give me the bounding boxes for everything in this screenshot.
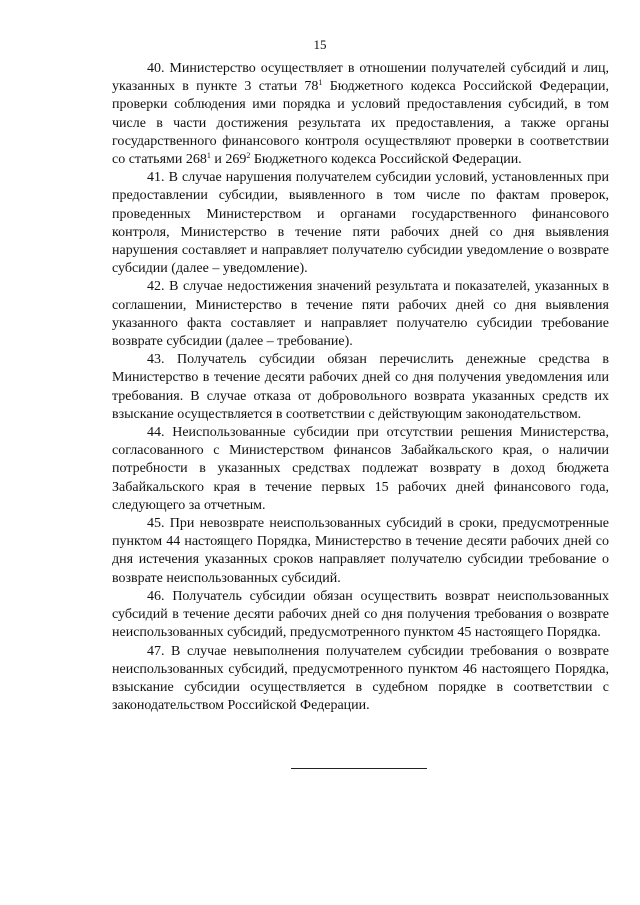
paragraph-item-40 bbox=[112, 60, 609, 169]
footnote-superscript: 2 bbox=[246, 151, 251, 161]
paragraph-item-41 bbox=[112, 169, 609, 278]
paragraph-text: 47. В случае невыполнения получателем субсидии требования о возврате неиспользованных субсидий, предусмотренного пунктом 46 настоящего Порядка, взыскание субсидии осуществляется в судебном порядке в соответствии с законодательством Российской Федерации. bbox=[112, 643, 609, 714]
document-body bbox=[112, 60, 609, 715]
paragraph-item-47 bbox=[112, 643, 609, 716]
paragraph-text: Бюджетного кодекса Российской Федерации. bbox=[250, 152, 522, 168]
paragraph-text: 40. Министерство осуществляет в отношении получателей субсидий и лиц, указанных в пункте 3 статьи 78 bbox=[112, 61, 609, 95]
paragraph-item-43 bbox=[112, 351, 609, 424]
paragraph-item-46 bbox=[112, 588, 609, 643]
paragraph-text: 45. При невозврате неиспользованных субсидий в сроки, предусмотренные пунктом 44 настоящего Порядка, Министерство в течение десяти рабочих дней со дня истечения указанных сроков направляет получателю субсидии требование о возврате неиспользованных субсидий. bbox=[112, 516, 609, 586]
paragraph-text: 44. Неиспользованные субсидии при отсутствии решения Министерства, согласованного с Министерством финансов Забайкальского края, о наличии потребности в указанных средствах подлежат возврату в доход бюджета Забайкальского края в течение первых 15 рабочих дней финансового года, следующего за отчетным. bbox=[112, 425, 609, 513]
paragraph-item-44 bbox=[112, 424, 609, 515]
paragraph-text: 42. В случае недостижения значений результата и показателей, указанных в соглашении, Министерство в течение пяти рабочих дней со дня выявления указанного факта составляет и направляет получателю субсидии требование возврате субсидии (далее – требование). bbox=[112, 279, 609, 350]
page-number: 15 bbox=[313, 37, 327, 52]
paragraph-item-45 bbox=[112, 515, 609, 588]
paragraph-text: 46. Получатель субсидии обязан осуществить возврат неиспользованных субсидий в течение десяти рабочих дней со дня получения требования о возврате неиспользованных субсидий, предусмотренного пунктом 45 настоящего Порядка. bbox=[112, 588, 609, 641]
paragraph-text: и 269 bbox=[210, 152, 247, 168]
paragraph-text: 43. Получатель субсидии обязан перечислить денежные средства в Министерство в течение десяти рабочих дней со дня получения уведомления или требования. В случае отказа от добровольного возврата указанных средств их взыскание осуществляется в соответствии с действующим законодательством. bbox=[112, 352, 609, 422]
paragraph-item-42 bbox=[112, 278, 609, 351]
footnote-superscript: 1 bbox=[318, 78, 323, 88]
paragraph-text: Бюджетного кодекса Российской Федерации, проверки соблюдения ими порядка и условий предоставления субсидий, в том числе в части достижения результата их предоставления, а также органы государственного финансового контроля осуществляют проверки в соответствии со статьями 268 bbox=[112, 79, 609, 168]
paragraph-text: 41. В случае нарушения получателем субсидии условий, установленных при предоставлении субсидии, выявленного в том числе по фактам проверок, проведенных Министерством и органами государственного финансового контроля, Министерство в течение пяти рабочих дней со дня выявления нарушения составляет и направляет получателю субсидии уведомление о возврате субсидии (далее – уведомление). bbox=[112, 170, 609, 277]
footnote-superscript: 1 bbox=[206, 151, 211, 161]
end-of-text-rule bbox=[291, 768, 427, 769]
